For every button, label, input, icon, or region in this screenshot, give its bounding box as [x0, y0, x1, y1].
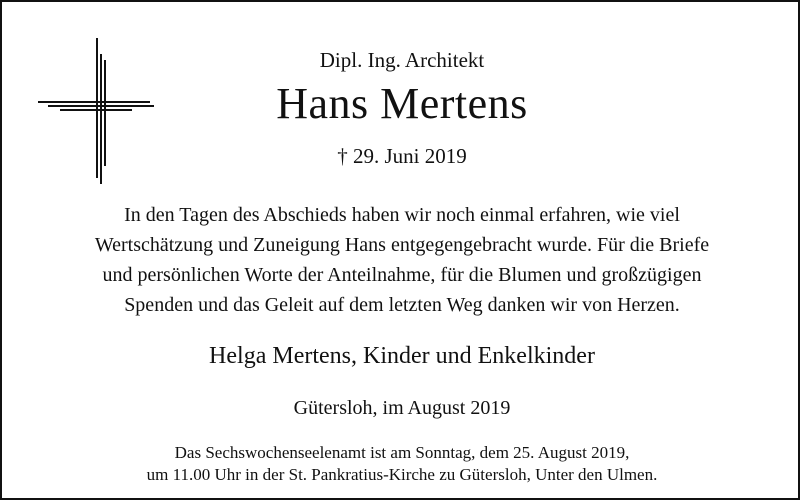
message-line: In den Tagen des Abschieds haben wir noch einmal erfahren, wie viel — [124, 204, 680, 226]
message-line: Spenden und das Geleit auf dem letzten Weg danken wir von Herzen. — [124, 294, 680, 316]
place-and-date: Gütersloh, im August 2019 — [293, 397, 511, 419]
message-line: Wertschätzung und Zuneigung Hans entgegengebracht wurde. Für die Briefe — [94, 234, 710, 256]
mass-line: um 11.00 Uhr in der St. Pankratius-Kirche zu Gütersloh, Unter den Ulmen. — [146, 465, 658, 484]
death-date: † 29. Juni 2019 — [337, 144, 467, 168]
mass-line: Das Sechswochenseelenamt ist am Sonntag, dem 25. August 2019, — [174, 443, 630, 462]
thank-you-message — [2, 200, 800, 320]
deceased-name: Hans Mertens — [276, 79, 528, 128]
memorial-mass-notice — [2, 442, 800, 486]
message-line: und persönlichen Worte der Anteilnahme, für die Blumen und großzügigen — [102, 264, 702, 286]
family-signature: Helga Mertens, Kinder und Enkelkinder — [209, 343, 595, 369]
professional-title: Dipl. Ing. Architekt — [319, 48, 485, 72]
